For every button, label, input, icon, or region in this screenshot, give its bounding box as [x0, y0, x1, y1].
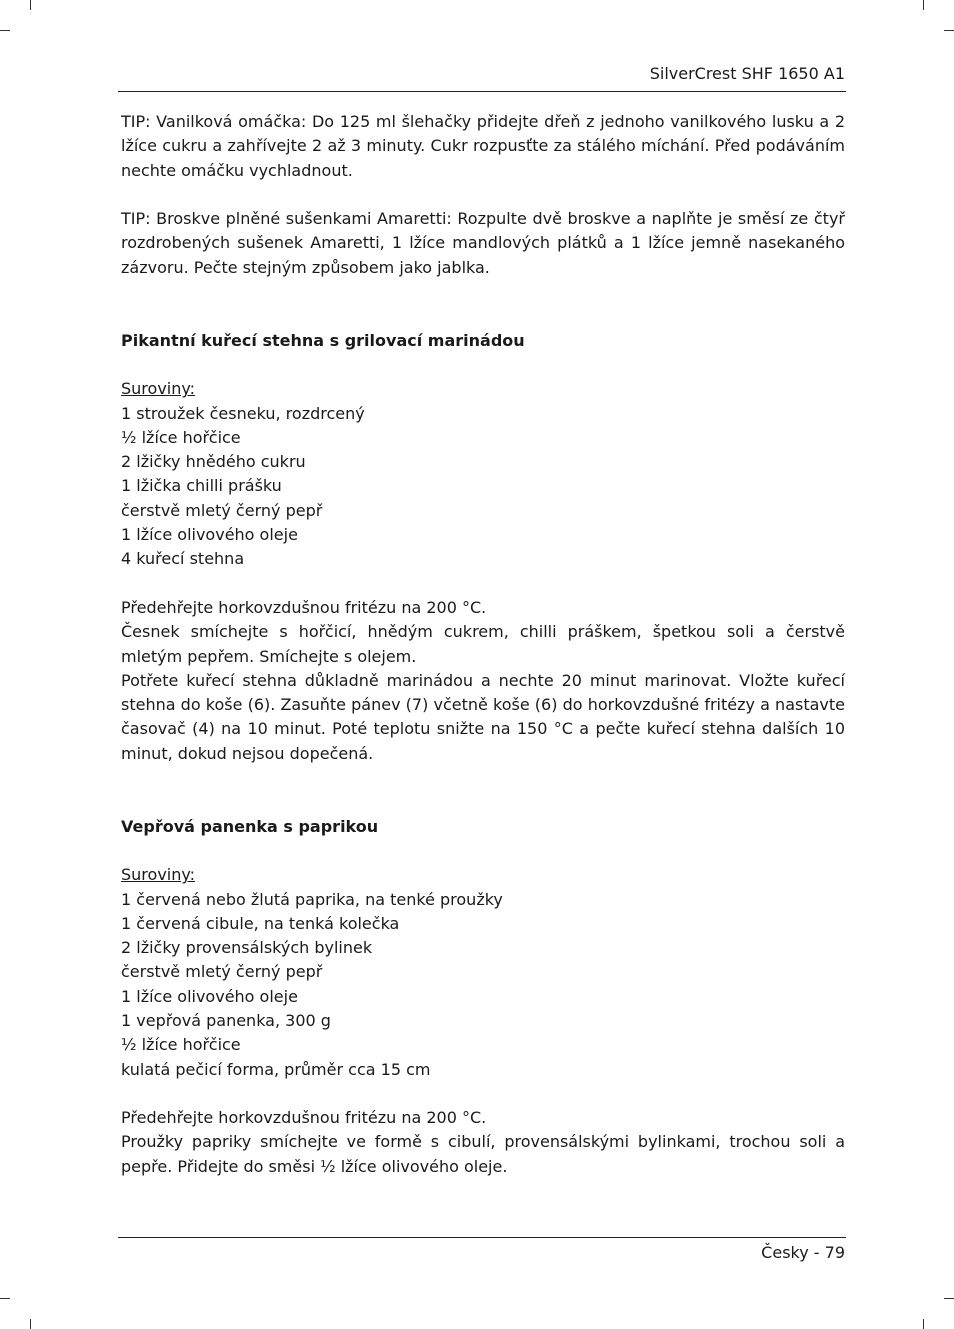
crop-mark — [30, 0, 31, 10]
ingredients-label: Suroviny: — [121, 865, 196, 885]
ingredient-item: ½ lžíce hořčice — [121, 427, 241, 447]
recipe-title: Pikantní kuřecí stehna s grilovací marinádou — [121, 330, 525, 350]
ingredient-item: 1 červená nebo žlutá paprika, na tenké proužky — [121, 889, 503, 909]
header-rule — [118, 91, 846, 92]
page-number: Česky - 79 — [761, 1243, 845, 1262]
ingredient-item: 1 lžička chilli prášku — [121, 476, 282, 496]
ingredient-item: 2 lžičky provensálských bylinek — [121, 938, 373, 958]
ingredient-item: 2 lžičky hnědého cukru — [121, 452, 306, 472]
crop-mark — [944, 30, 954, 31]
recipe-title: Vepřová panenka s paprikou — [121, 816, 379, 836]
instruction-step: Česnek smíchejte s hořčicí, hnědým cukrem, chilli práškem, špetkou soli a čerstvě mletým pepřem. Smíchejte s olejem. — [121, 622, 845, 666]
tip-paragraph: TIP: Vanilková omáčka: Do 125 ml šlehačky přidejte dřeň z jednoho vanilkového lusku a 2 lžíce cukru a zahřívejte 2 až 3 minuty. Cukr rozpusťte za stálého míchání. Před podáváním nechte omáčku vychladnout. — [121, 112, 845, 180]
footer-rule — [118, 1237, 846, 1238]
page-content — [121, 110, 845, 1179]
header-title: SilverCrest SHF 1650 A1 — [649, 64, 845, 83]
ingredient-item: 1 lžíce olivového oleje — [121, 525, 298, 545]
ingredient-item: 1 vepřová panenka, 300 g — [121, 1010, 331, 1030]
instruction-step: Proužky papriky smíchejte ve formě s cibulí, provensálskými bylinkami, trochou soli a pepře. Přidejte do směsi ½ lžíce olivového oleje. — [121, 1132, 845, 1176]
crop-mark — [923, 0, 924, 10]
crop-mark — [0, 1298, 10, 1299]
crop-mark — [0, 30, 10, 31]
crop-mark — [923, 1319, 924, 1329]
ingredient-item: 1 stroužek česneku, rozdrcený — [121, 403, 365, 423]
crop-mark — [944, 1298, 954, 1299]
crop-mark — [30, 1319, 31, 1329]
ingredient-item: čerstvě mletý černý pepř — [121, 500, 323, 520]
instruction-step: Předehřejte horkovzdušnou fritézu na 200 °C. — [121, 1108, 487, 1128]
tip-paragraph: TIP: Broskve plněné sušenkami Amaretti: Rozpulte dvě broskve a naplňte je směsí ze čtyř rozdrobených sušenek Amaretti, 1 lžíce mandlových plátků a 1 lžíce jemně nasekaného zázvoru. Pečte stejným způsobem jako jablka. — [121, 209, 845, 277]
ingredient-item: kulatá pečicí forma, průměr cca 15 cm — [121, 1059, 431, 1079]
instruction-step: Předehřejte horkovzdušnou fritézu na 200 °C. — [121, 597, 487, 617]
ingredient-item: 1 lžíce olivového oleje — [121, 986, 298, 1006]
ingredient-item: 4 kuřecí stehna — [121, 549, 245, 569]
ingredient-item: 1 červená cibule, na tenká kolečka — [121, 913, 400, 933]
ingredient-item: ½ lžíce hořčice — [121, 1035, 241, 1055]
instruction-step: Potřete kuřecí stehna důkladně marinádou a nechte 20 minut marinovat. Vložte kuřecí stehna do koše (6). Zasuňte pánev (7) včetně koše (6) do horkovzdušné fritézy a nastavte časovač (4) na 10 minut. Poté teplotu snižte na 150 °C a pečte kuřecí stehna dalších 10 minut, dokud nejsou dopečená. — [121, 670, 845, 763]
ingredients-label: Suroviny: — [121, 379, 196, 399]
ingredient-item: čerstvě mletý černý pepř — [121, 962, 323, 982]
